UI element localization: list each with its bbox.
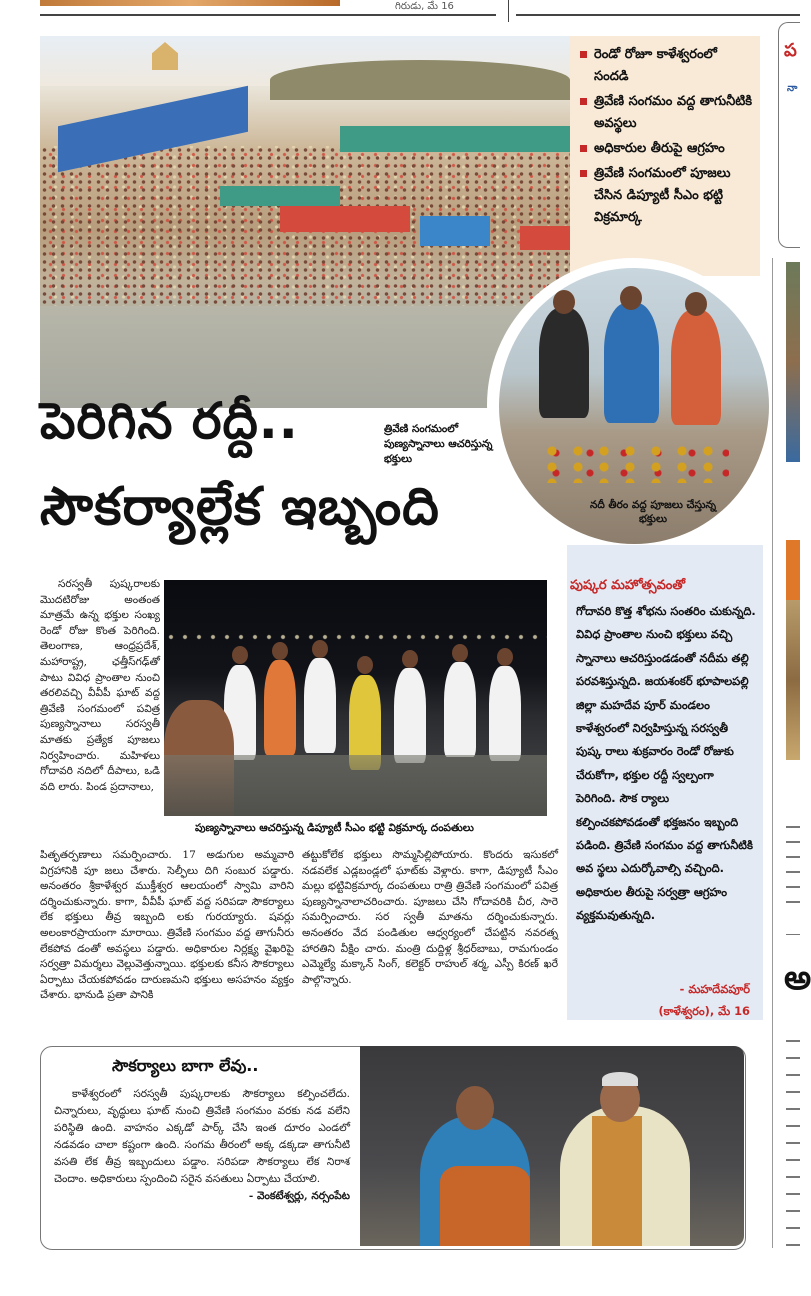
quote-box-title: సౌకర్యాలు బాగా లేవు..: [112, 1056, 259, 1075]
night-photo-caption: పుణ్యస్నానాలు ఆచరిస్తున్న డిప్యూటీ సీఎం భట్టి విక్రమార్క దంపతులు: [195, 822, 474, 834]
bullet-square-icon: [580, 51, 587, 58]
adjacent-photo: [786, 262, 800, 462]
previous-story-dateline: గిరుడు, మే 16: [395, 1, 454, 12]
article-paragraph: సరస్వతీ పుష్కరాలకు మొదటిరోజు అంతంత మాత్రమే ఉన్న భక్తుల సంఖ్య రెండో రోజు కొంత పెరిగింది. తెలంగాణ, ఆంధ్రప్రదేశ్, మహారాష్ట్ర, ఛత్తీస్‌గఢ్‌తో పాటు వివిధ ప్రాంతాల నుంచి తరలివచ్చి వీవీపీ ఘాట్ వద్ద త్రివేణి సంగమంలో పవిత్ర పుణ్యస్నానాలు సరస్వతీ మాతకు ప్రత్యేక పూజలు నిర్వహించారు. మహిళలు గోదావరి నదిలో దీపాలు, ఒడి వది లారు. పిండ ప్రదానాలు,: [40, 578, 160, 793]
bullet-item: అధికారుల తీరుపై ఆగ్రహం: [580, 138, 754, 160]
sidebar-heading: పుష్కర మహోత్సవంతో: [570, 578, 686, 593]
byline-date: (కాళేశ్వరం), మే 16: [658, 1004, 750, 1018]
bullet-square-icon: [580, 98, 587, 105]
previous-story-strip: [0, 0, 800, 22]
adjacent-headline-fragment: ప: [784, 40, 797, 61]
bullet-square-icon: [580, 145, 587, 152]
inset-photo-caption: నదీ తీరం వద్ద పూజలు చేస్తున్న భక్తులు: [589, 499, 717, 525]
column-divider: [508, 0, 509, 22]
article-paragraph: తట్టుకోలేక భక్తులు సొమ్మసిల్లిపోయారు. కొందరు ఇసుకలో నడవలేక ఎడ్లబండ్లలో ఘాట్‌కు వెళ్లారు. కాగా, డిప్యూటీ సీఎం మల్లు భట్టివిక్రమార్క దంపతులు రాత్రి త్రివేణి సంగమంలో పవిత్ర పుణ్యస్నానాలాచరించారు. పూజలు చేసి గోదావరికి చీర, సారె సమర్పించారు. సర స్వతీ మాతను దర్శించుకున్నారు. అనంతరం వేద పండితుల ఆధ్వర్యంలో చేపట్టిన నవరత్న హారతిని వీక్షిం చారు. మంత్రి దుద్దిళ్ల శ్రీధర్‌బాబు, రామగుండం ఎమ్మెల్యే మక్కాన్ సింగ్, కలెక్టర్ రాహుల్ శర్మ, ఎస్పీ కిరణ్ ఖరే పాల్గొన్నారు.: [302, 849, 558, 986]
article-column-wide-left: [40, 848, 294, 1004]
bullet-item: త్రివేణి సంగమం వద్ద తాగునీటికి అవస్థలు: [580, 91, 754, 135]
adjacent-banner: [786, 540, 800, 600]
hero-photo-caption: త్రివేణి సంగమంలో పుణ్యస్నానాలు ఆచరిస్తున్న భక్తులు: [384, 423, 493, 465]
adjacent-text-fragment: నా: [787, 83, 798, 94]
divider-line: [40, 14, 496, 16]
headline-line-2: సౌకర్యాల్లేక ఇబ్బంది: [40, 477, 440, 537]
adjacent-photo: [786, 600, 800, 760]
divider-line: [516, 14, 800, 16]
sidebar-byline: [600, 978, 750, 1022]
bullet-square-icon: [580, 170, 587, 177]
article-paragraph: పితృతర్పణాలు సమర్పించారు. 17 అడుగుల అమ్మవారి విగ్రహానికి పూ జలు చేశారు. సెల్ఫీలు దిగి సంబుర పడ్డారు. అనంతరం శ్రీకాళేశ్వర ముక్తీశ్వర ఆలయంలో స్వామి వారిని దర్శించుకున్నారు. కాగా, వీవీపీ ఘాట్ వద్ద సరిపడా సౌకర్యాలు లేక భక్తులు తీవ్ర ఇబ్బంది లకు గురయ్యారు. షవర్లు అలంకారప్రాయంగా మారాయి. త్రివేణి సంగమం వద్ద తాగునీరు లేకపోవ డంతో అవస్థలు పడ్డారు. అధికారుల నిర్లక్ష్య వైఖరిపై సర్వత్రా విమర్శలు వెల్లువెత్తున్నాయి. భక్తులకు కనీస సౌకర్యాలు ఏర్పాటు చేయకపోవడం దారుణమని భక్తులు అసహనం వ్యక్తం చేశారు. భానుడి ప్రతా పానికి: [40, 849, 294, 1002]
adjacent-divider: [786, 934, 800, 935]
article-column-left: [40, 577, 160, 795]
deputy-cm-holy-dip-photo: [164, 580, 547, 816]
quote-box-text: [54, 1086, 350, 1205]
summary-bullets: [570, 36, 760, 276]
adjacent-text-lines: [786, 826, 800, 916]
adjacent-headline-char: అ: [784, 958, 811, 998]
headline-line-1: పెరిగిన రద్దీ..: [40, 392, 299, 450]
quote-byline: - వెంకటేశ్వర్లు, నర్సంపేట: [248, 1190, 350, 1202]
sidebar-body: గోదావరి కొత్త శోభను సంతరిం చుకున్నది. వివిధ ప్రాంతాల నుంచి భక్తులు వచ్చి స్నానాలు ఆచరిస్తుండడంతో నదీమ తల్లి పరవశిస్తున్నది. జయశంకర్ భూపాలపల్లి జిల్లా మహదేవ పూర్ మండలం కాళేశ్వరంలో నిర్వహిస్తున్న సరస్వతీ పుష్క రాలు శుక్రవారం రెండో రోజుకు చేరుకోగా, భక్తుల రద్దీ స్వల్పంగా పెరిగింది. సౌక ర్యాలు కల్పించకపోవడంతో భక్తజనం ఇబ్బంది పడింది. త్రివేణి సంగమం వద్ద తాగునీటికి అవ స్థలు ఎదుర్కోవాల్సి వచ్చింది. అధికారుల తీరుపై సర్వత్రా ఆగ్రహం వ్యక్తమవుతున్నది.: [576, 604, 756, 923]
bullet-item: రెండో రోజూ కాళేశ్వరంలో సందడి: [580, 44, 754, 88]
elderly-couple-photo: [360, 1046, 744, 1246]
page-gutter-line: [772, 258, 773, 1248]
previous-story-photo-edge: [40, 0, 340, 6]
adjacent-text-lines: [786, 1040, 800, 1250]
crowd-photo: [40, 36, 570, 408]
bullet-item: త్రివేణి సంగమంలో పూజలు చేసిన డిప్యూటీ సీఎం భట్టి విక్రమార్క: [580, 163, 754, 229]
quote-paragraph: కాళేశ్వరంలో సరస్వతీ పుష్కరాలకు సౌకర్యాలు కల్పించలేదు. చిన్నారులు, వృద్ధులు ఘాట్ నుంచి త్రివేణి సంగమం వరకు నడ వలేని పరిస్థితి ఉంది. వాహనం ఎక్కడో పార్క్ చేసి ఇంత దూరం ఎండలో నడవడం చాలా కష్టంగా ఉంది. సంగమ తీరంలో అక్క డక్కడా తాగునీటి వసతి లేక తీవ్ర ఇబ్బందులు పడ్డాం. సరిపడా సౌకర్యాలు లేక నిరాశ చెందాం. అధికారులు స్పందించి సరైన వసతులు ఏర్పాటు చేయాలి.: [54, 1088, 350, 1185]
article-column-wide-right: [302, 848, 558, 988]
byline-place: - మహదేవపూర్: [679, 982, 750, 996]
